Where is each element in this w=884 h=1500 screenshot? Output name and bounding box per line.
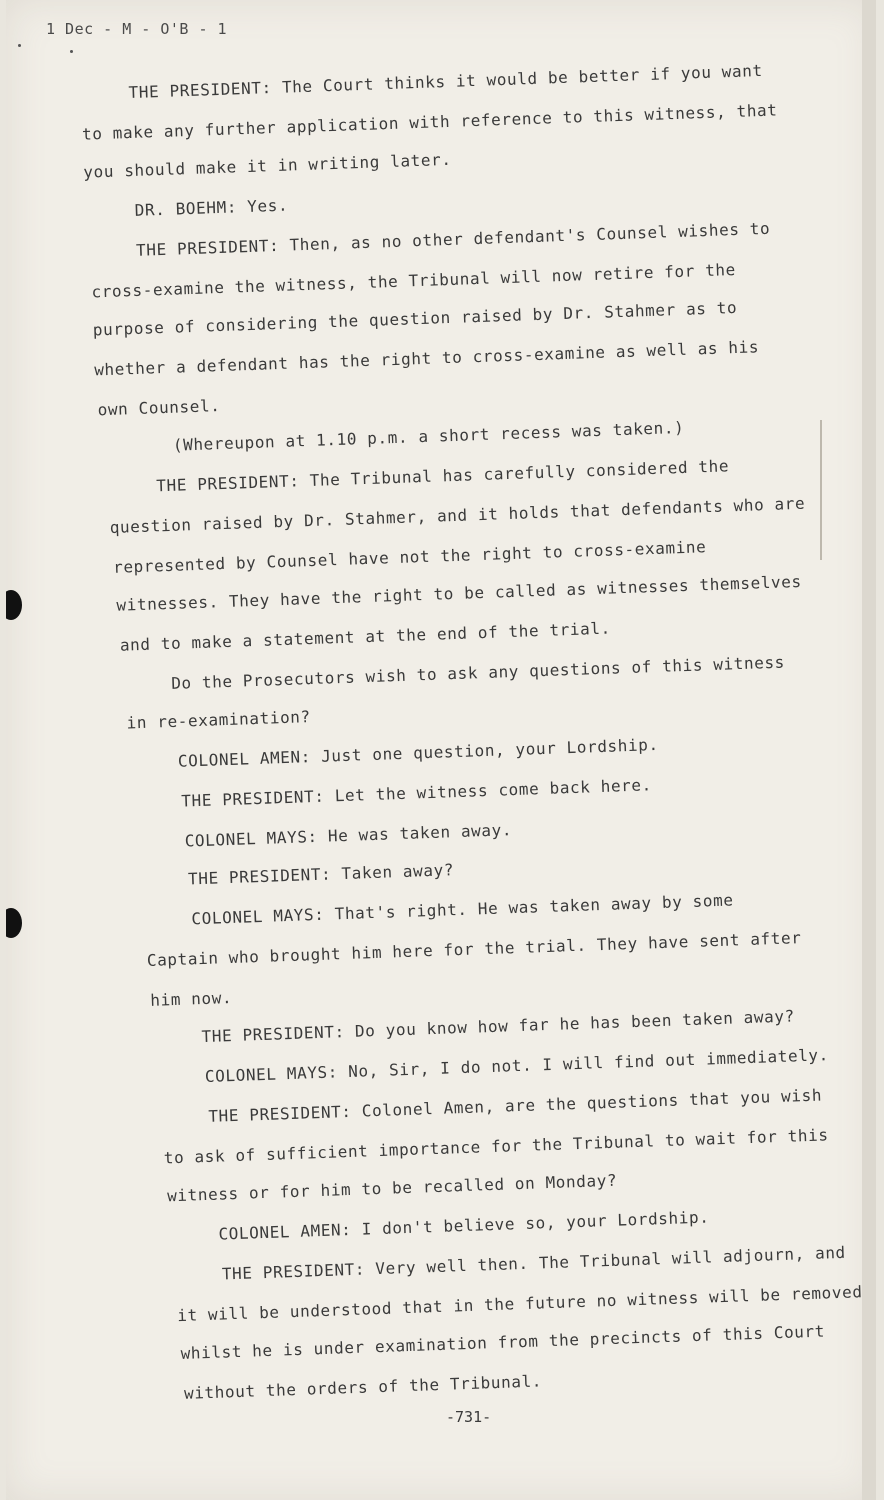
transcript-line: DR. BOEHM: Yes. xyxy=(134,195,289,220)
transcript-line: him now. xyxy=(149,988,233,1010)
page-number: -731- xyxy=(446,1408,492,1426)
transcript-line: whilst he is under examination from the precincts of this Court xyxy=(180,1321,826,1364)
transcript-line: own Counsel. xyxy=(97,396,221,420)
transcript-line: without the orders of the Tribunal. xyxy=(183,1371,543,1403)
transcript-line: in re-examination? xyxy=(126,707,312,733)
transcript-line: to make any further application with reference to this witness, that xyxy=(81,100,778,144)
transcript-line: whether a defendant has the right to cross-examine as well as his xyxy=(93,337,760,380)
transcript-line: Captain who brought him here for the trial. They have sent after xyxy=(146,928,802,970)
transcript-line: THE PRESIDENT: The Court thinks it would be better if you want xyxy=(128,60,763,103)
transcript-line: cross-examine the witness, the Tribunal will now retire for the xyxy=(91,259,737,302)
transcript-line: THE PRESIDENT: Taken away? xyxy=(187,860,455,889)
transcript-line: witness or for him to be recalled on Monday? xyxy=(166,1170,618,1206)
transcript-body xyxy=(6,0,876,1500)
transcript-line: represented by Counsel have not the right to cross-examine xyxy=(112,537,707,577)
transcript-line: COLONEL MAYS: He was taken away. xyxy=(184,820,513,851)
transcript-line: THE PRESIDENT: Then, as no other defendant's Counsel wishes to xyxy=(135,218,771,260)
transcript-line: it will be understood that in the future no witness will be removed xyxy=(176,1282,863,1326)
transcript-line: THE PRESIDENT: Let the witness come back here. xyxy=(181,775,653,811)
transcript-line: THE PRESIDENT: Do you know how far he has been taken away? xyxy=(201,1006,796,1047)
document-page xyxy=(6,0,876,1500)
transcript-line: to ask of sufficient importance for the Tribunal to wait for this xyxy=(163,1125,829,1168)
transcript-line: you should make it in writing later. xyxy=(83,149,452,182)
transcript-line: THE PRESIDENT: Colonel Amen, are the questions that you wish xyxy=(208,1085,823,1126)
transcript-line: question raised by Dr. Stahmer, and it holds that defendants who are xyxy=(109,493,806,537)
transcript-line: COLONEL AMEN: I don't believe so, your Lordship. xyxy=(218,1207,710,1244)
document-header: 1 Dec - M - O'B - 1 xyxy=(46,20,228,38)
transcript-line: THE PRESIDENT: Very well then. The Tribunal will adjourn, and xyxy=(221,1242,847,1284)
transcript-line: and to make a statement at the end of the trial. xyxy=(119,618,612,655)
transcript-line: THE PRESIDENT: The Tribunal has carefully considered the xyxy=(156,456,730,496)
transcript-line: COLONEL MAYS: That's right. He was taken away by some xyxy=(191,890,734,929)
transcript-line: (Whereupon at 1.10 p.m. a short recess was taken.) xyxy=(172,417,685,455)
transcript-line: COLONEL AMEN: Just one question, your Lordship. xyxy=(177,734,659,771)
transcript-line: COLONEL MAYS: No, Sir, I do not. I will find out immediately. xyxy=(204,1045,830,1086)
transcript-line: Do the Prosecutors wish to ask any questions of this witness xyxy=(170,652,786,693)
transcript-line: witnesses. They have the right to be called as witnesses themselves xyxy=(116,571,803,615)
transcript-line: purpose of considering the question raised by Dr. Stahmer as to xyxy=(92,297,738,340)
